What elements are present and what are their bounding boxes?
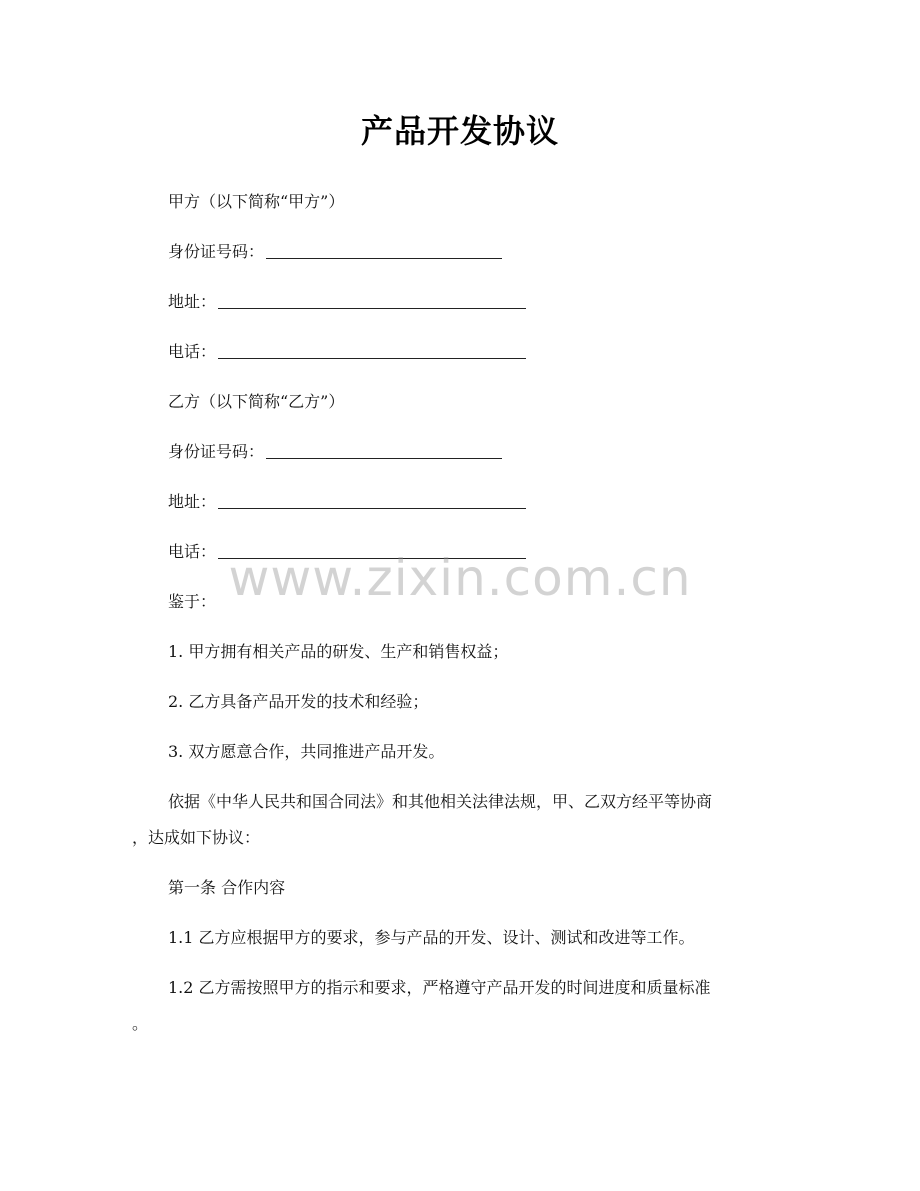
party-a-id-label: 身份证号码： (168, 242, 265, 261)
party-a-id-row (168, 240, 502, 264)
clause-1-2-line-2: 。 (132, 1014, 149, 1033)
party-a-heading: 甲方（以下简称“甲方”） (168, 192, 345, 211)
party-b-heading: 乙方（以下简称“乙方”） (168, 392, 345, 411)
basis-paragraph-line-2: ，达成如下协议： (132, 828, 261, 847)
party-b-address-row (168, 490, 526, 514)
party-a-address-blank (218, 307, 526, 309)
whereas-item-1: 1. 甲方拥有相关产品的研发、生产和销售权益； (168, 642, 509, 661)
party-b-id-label: 身份证号码： (168, 442, 265, 461)
party-a-address-row (168, 290, 526, 314)
party-b-phone-label: 电话： (168, 542, 217, 561)
clause-1-1: 1.1 乙方应根据甲方的要求，参与产品的开发、设计、测试和改进等工作。 (168, 928, 695, 947)
party-b-id-row (168, 440, 502, 464)
party-b-address-blank (218, 507, 526, 509)
document-title: 产品开发协议 (360, 112, 559, 150)
watermark-text: www.zixin.com.cn (228, 549, 692, 607)
party-b-id-blank (266, 457, 502, 459)
clause-1-2-line-1: 1.2 乙方需按照甲方的指示和要求，严格遵守产品开发的时间进度和质量标准 (168, 978, 711, 997)
basis-paragraph-line-1: 依据《中华人民共和国合同法》和其他相关法律法规，甲、乙双方经平等协商 (168, 792, 713, 811)
party-b-address-label: 地址： (168, 492, 217, 511)
whereas-item-2: 2. 乙方具备产品开发的技术和经验； (168, 692, 429, 711)
party-a-phone-row (168, 340, 526, 364)
party-a-phone-label: 电话： (168, 342, 217, 361)
whereas-heading: 鉴于： (168, 592, 217, 611)
party-a-address-label: 地址： (168, 292, 217, 311)
party-b-phone-blank (218, 557, 526, 559)
party-a-id-blank (266, 257, 502, 259)
article-1-heading: 第一条 合作内容 (168, 878, 286, 897)
whereas-item-3: 3. 双方愿意合作，共同推进产品开发。 (168, 742, 445, 761)
party-a-phone-blank (218, 357, 526, 359)
party-b-phone-row (168, 540, 526, 564)
